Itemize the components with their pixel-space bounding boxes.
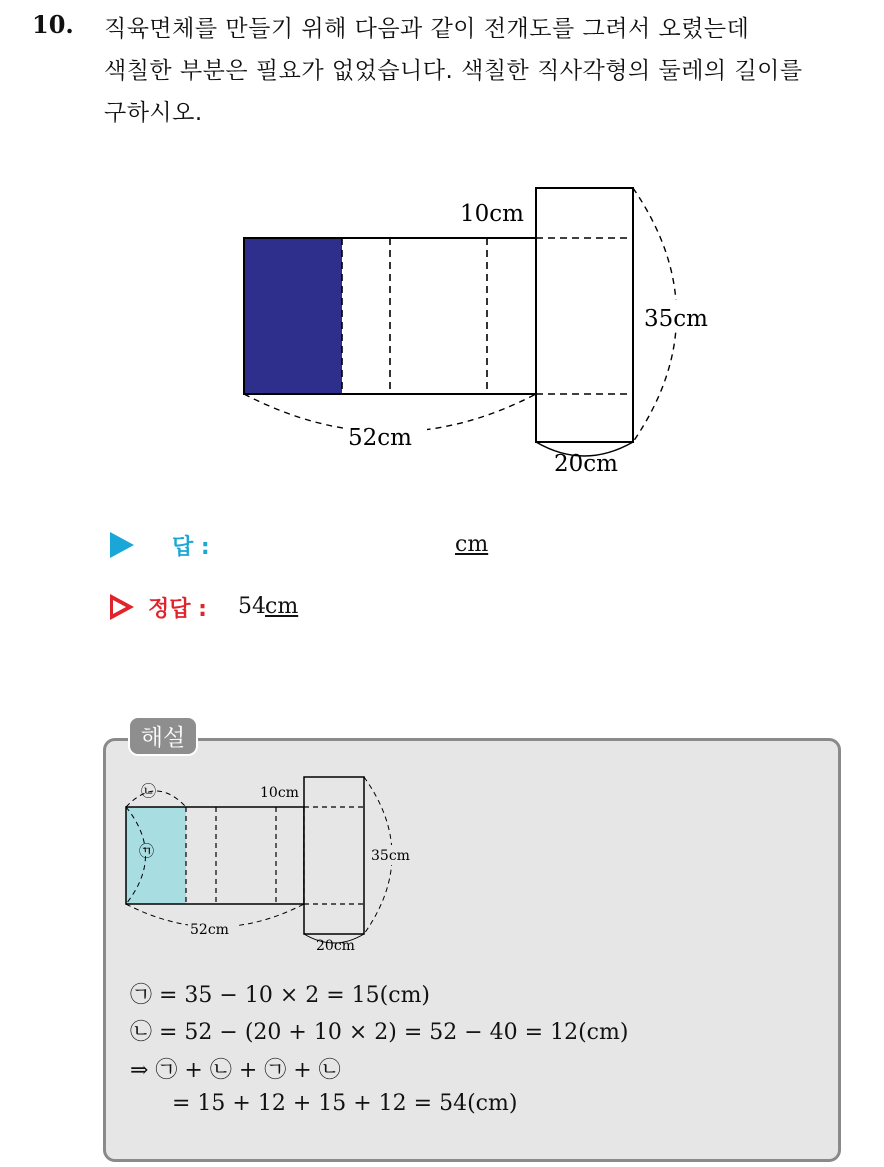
solution-line: ⇒ ㉠ + ㉡ + ㉠ + ㉡	[130, 1058, 341, 1083]
answer-label: 답 :	[172, 535, 210, 560]
question-line: 직육면체를 만들기 위해 다음과 같이 전개도를 그려서 오렸는데	[104, 16, 750, 42]
label-35cm: 35cm	[644, 306, 708, 332]
correct-arrow-inner	[113, 600, 126, 614]
answer-row	[110, 530, 510, 562]
label-10cm: 10cm	[260, 785, 299, 801]
question-number: 10.	[32, 10, 74, 39]
question-text	[104, 8, 864, 134]
tall-column	[536, 188, 633, 442]
label-52cm: 52cm	[348, 425, 412, 451]
label-52cm: 52cm	[190, 922, 229, 938]
shaded-rectangle	[244, 238, 342, 394]
mark-a: ㉠	[139, 842, 155, 860]
solution-tag: 해설	[128, 716, 198, 756]
mark-b: ㉡	[141, 782, 157, 800]
correct-unit: cm	[265, 594, 299, 619]
question-line: 색칠한 부분은 필요가 없었습니다. 색칠한 직사각형의 둘레의 길이를	[104, 58, 803, 84]
label-10cm: 10cm	[460, 201, 524, 227]
correct-label: 정답 :	[148, 597, 207, 622]
correct-answer-row	[110, 592, 410, 624]
label-20cm: 20cm	[554, 451, 618, 477]
answer-arrow-icon	[110, 532, 134, 558]
solution-net-diagram	[115, 770, 435, 960]
net-diagram	[230, 170, 730, 490]
label-35cm: 35cm	[371, 848, 410, 864]
shaded-rectangle-solution	[126, 807, 186, 904]
tall-column	[304, 777, 364, 934]
label-20cm: 20cm	[316, 938, 355, 954]
solution-line: ㉡ = 52 − (20 + 10 × 2) = 52 − 40 = 12(cm)	[130, 1020, 629, 1045]
question-line: 구하시오.	[104, 100, 203, 126]
solution-line: ㉠ = 35 − 10 × 2 = 15(cm)	[130, 983, 431, 1008]
solution-line: = 15 + 12 + 15 + 12 = 54(cm)	[172, 1091, 518, 1116]
answer-unit: cm	[455, 532, 489, 557]
correct-value: 54	[238, 594, 266, 619]
